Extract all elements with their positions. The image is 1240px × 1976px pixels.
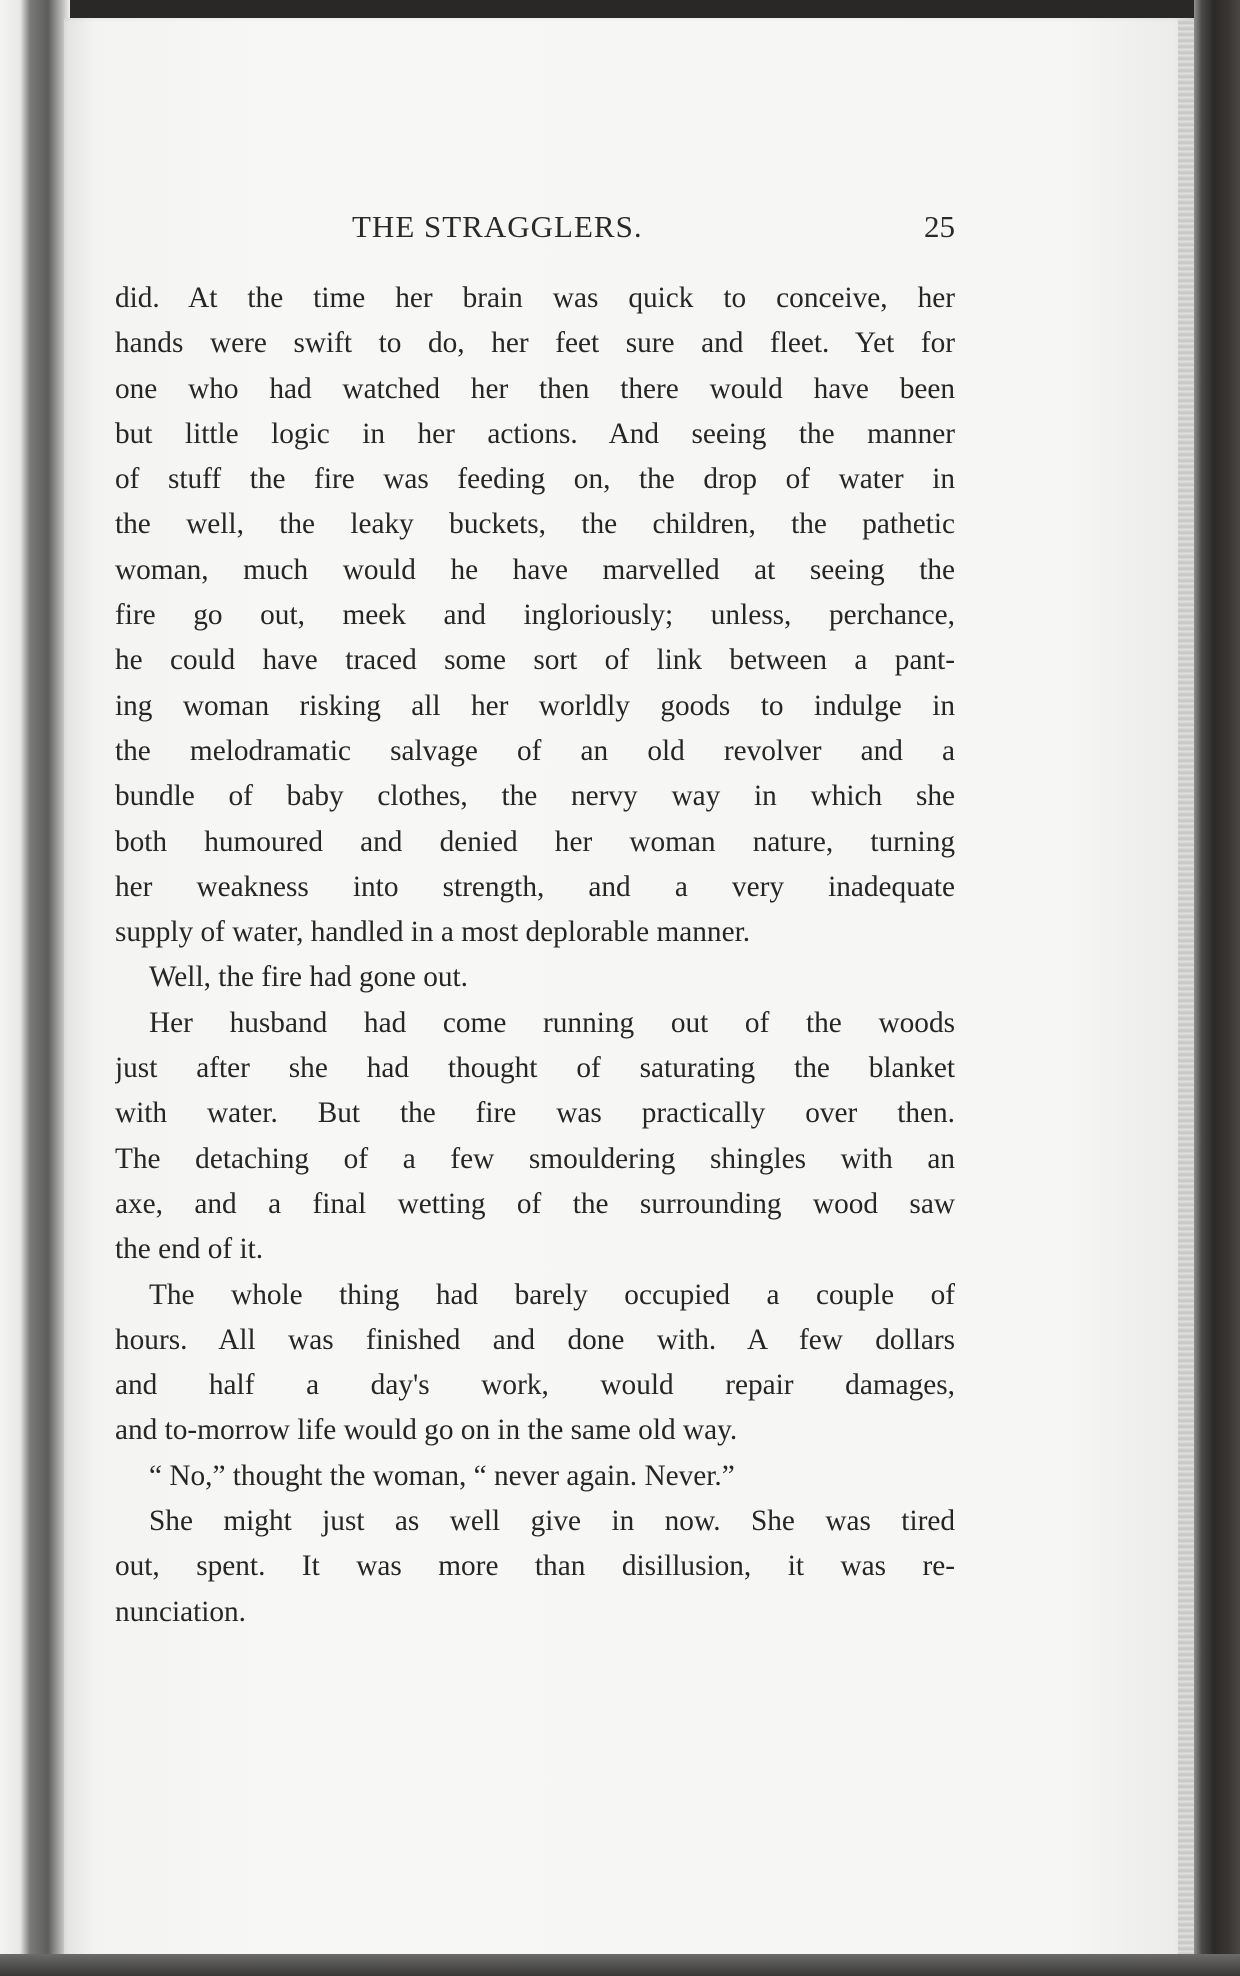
paragraph (115, 1273, 955, 1454)
text-line: the melodramatic salvage of an old revolver and a (115, 734, 955, 767)
text-line: hands were swift to do, her feet sure and fleet. Yet for (115, 327, 955, 360)
text-line: out, spent. It was more than disillusion, it was re- (115, 1550, 955, 1583)
text-line: her weakness into strength, and a very inadequate (115, 870, 955, 903)
text-line: and half a day's work, would repair damages, (115, 1369, 955, 1402)
text-line: of stuff the fire was feeding on, the drop of water in (115, 463, 955, 496)
paragraph (115, 1499, 955, 1635)
text-line: axe, and a final wetting of the surrounding wood saw (115, 1187, 955, 1220)
text-line: but little logic in her actions. And seeing the manner (115, 417, 955, 450)
body-text (115, 276, 955, 1635)
text-line: with water. But the fire was practically over then. (115, 1097, 955, 1130)
text-line: The whole thing had barely occupied a couple of (149, 1278, 955, 1311)
text-line: Well, the fire had gone out. (149, 961, 468, 994)
text-line: one who had watched her then there would have been (115, 372, 955, 405)
text-line: just after she had thought of saturating the blanket (115, 1052, 955, 1085)
text-line: both humoured and denied her woman nature, turning (115, 825, 955, 858)
text-line: ing woman risking all her worldly goods to indulge in (115, 689, 955, 722)
text-line: nunciation. (115, 1595, 246, 1628)
page-edges (1178, 20, 1194, 1956)
bottom-edge (0, 1954, 1240, 1976)
paragraph (115, 955, 955, 1000)
text-line: he could have traced some sort of link between a pant- (115, 644, 955, 677)
running-title: THE STRAGGLERS. (352, 209, 643, 244)
binding-gutter (0, 0, 70, 1976)
text-line: the well, the leaky buckets, the children, the pathetic (115, 508, 955, 541)
text-line: The detaching of a few smouldering shingles with an (115, 1142, 955, 1175)
paragraph (115, 1001, 955, 1273)
text-line: supply of water, handled in a most deplorable manner. (115, 916, 751, 949)
text-line: hours. All was finished and done with. A few dollars (115, 1323, 955, 1356)
text-line: fire go out, meek and ingloriously; unless, perchance, (115, 599, 955, 632)
book-cover-edge (1194, 0, 1240, 1976)
text-line: the end of it. (115, 1233, 264, 1266)
text-line: Her husband had come running out of the woods (149, 1006, 955, 1039)
text-line: She might just as well give in now. She was tired (149, 1505, 955, 1538)
text-line: bundle of baby clothes, the nervy way in which she (115, 780, 955, 813)
paragraph (115, 1454, 955, 1499)
page-number: 25 (924, 209, 955, 244)
text-line: “ No,” thought the woman, “ never again. Never.” (149, 1459, 735, 1492)
text-line: woman, much would he have marvelled at seeing the (115, 553, 955, 586)
text-line: did. At the time her brain was quick to conceive, her (115, 282, 955, 314)
text-line: and to-morrow life would go on in the same old way. (115, 1414, 738, 1447)
paragraph (115, 276, 955, 955)
running-header (115, 205, 955, 249)
